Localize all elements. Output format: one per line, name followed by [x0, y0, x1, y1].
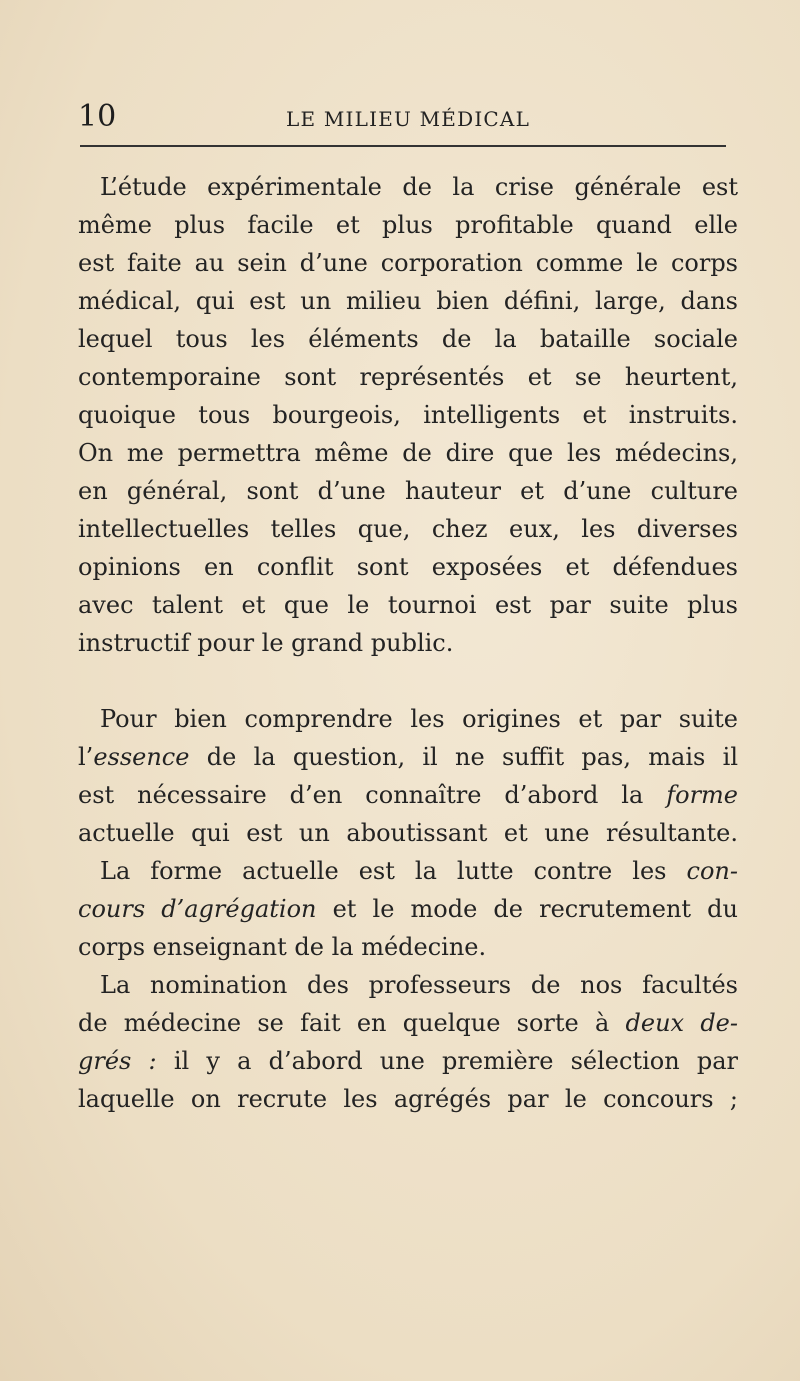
italic-run: essence — [93, 743, 190, 771]
text-run: de la question, il ne suffit pas, mais il — [189, 743, 738, 771]
text-run: La forme actuelle est la lutte contre les — [100, 857, 687, 885]
italic-run: forme — [666, 781, 738, 809]
text-line: quoique tous bourgeois, intelligents et instruits. — [78, 401, 738, 429]
text-line: lequel tous les éléments de la bataille sociale — [78, 325, 738, 353]
text-line: intellectuelles telles que, chez eux, les diverses — [78, 515, 738, 543]
text-line: avec talent et que le tournoi est par suite plus — [78, 591, 738, 619]
text-line: même plus facile et plus profitable quand elle — [78, 211, 738, 239]
body-text — [78, 168, 738, 1118]
text-run: de médecine se fait en quelque sorte à — [78, 1009, 626, 1037]
italic-run: deux de- — [625, 1009, 738, 1037]
text-line: opinions en conflit sont exposées et défendues — [78, 553, 738, 581]
page-number: 10 — [78, 99, 117, 134]
text-line: en général, sont d’une hauteur et d’une culture — [78, 477, 738, 505]
running-title: LE MILIEU MÉDICAL — [286, 107, 531, 131]
text-line: La nomination des professeurs de nos facultés — [100, 971, 738, 999]
paragraph-gap — [78, 662, 738, 700]
text-line — [78, 852, 738, 890]
header-rule — [80, 145, 726, 147]
text-line — [78, 1042, 738, 1080]
text-line — [78, 1004, 738, 1042]
text-line: laquelle on recrute les agrégés par le concours ; — [78, 1085, 738, 1113]
text-run: et le mode de recrutement du — [316, 895, 738, 923]
text-line: instructif pour le grand public. — [78, 629, 454, 657]
italic-run: cours d’agrégation — [78, 895, 317, 923]
text-run: l’ — [78, 743, 94, 771]
text-line: L’étude expérimentale de la crise générale est — [100, 173, 738, 201]
text-line: corps enseignant de la médecine. — [78, 933, 487, 961]
text-line — [78, 890, 738, 928]
text-run: est nécessaire d’en connaître d’abord la — [78, 781, 667, 809]
italic-run: con- — [686, 857, 738, 885]
text-line: actuelle qui est un aboutissant et une résultante. — [78, 819, 738, 847]
italic-run: grés : — [78, 1047, 157, 1075]
text-line: contemporaine sont représentés et se heurtent, — [78, 363, 738, 391]
text-line — [78, 776, 738, 814]
running-head — [78, 98, 726, 138]
text-line: On me permettra même de dire que les médecins, — [78, 439, 738, 467]
text-line: Pour bien comprendre les origines et par suite — [100, 705, 738, 733]
text-line — [78, 738, 738, 776]
text-run: il y a d’abord une première sélection par — [156, 1047, 738, 1075]
text-line: est faite au sein d’une corporation comme le corps — [78, 249, 738, 277]
text-line: médical, qui est un milieu bien défini, large, dans — [78, 287, 738, 315]
